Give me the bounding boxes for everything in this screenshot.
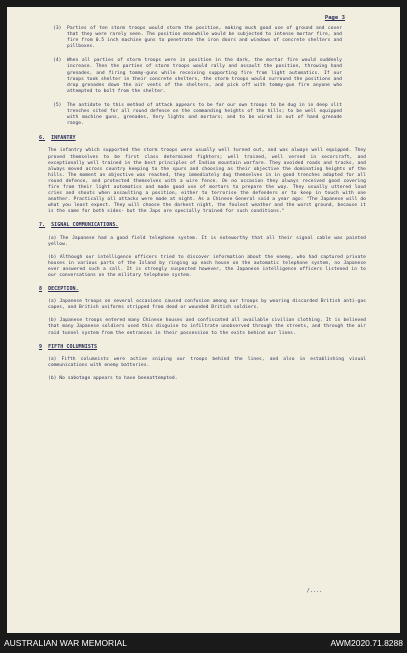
subitem-4	[21, 58, 386, 95]
section-title: INFANTRY	[51, 135, 76, 142]
document-page	[7, 7, 400, 633]
section-9-heading	[39, 344, 386, 350]
item-text: Japanese troops entered many Chinese houses and confiscated all available civilian clothing. It is believed that many Japanese soldiers used this disguise to infiltrate unobserved through the streets, and through the air raid tunnel system from the entrances in their possession to the exits behind our lines.	[48, 318, 366, 336]
section-number: 6.	[39, 135, 46, 142]
archive-footer	[0, 633, 407, 653]
section-title: FIFTH COLUMNISTS	[48, 343, 98, 350]
subitem-text: The antidote to this method of attack appears to be for our own troops to be dug in in deep slit trenches sited for all round defence on the commanding heights of the hills; to be well equipped with machine guns, grenades, Very lights and mortars; and to be wired in out of hand grenade range.	[67, 102, 342, 127]
item-label: (b)	[48, 375, 57, 381]
item-label: (b)	[48, 254, 57, 260]
item-text: Japanese troops on several occasions caused confusion among our troops by wearing discarded British anti-gas capes, and British uniforms stripped from dead or wounded British soldiers.	[48, 299, 366, 311]
item-text: The Japanese had a good field telephone system. It is noteworthy that all their signal cable was painted yellow.	[48, 235, 366, 247]
item-label: (a)	[48, 356, 57, 362]
fifth-column-item-a	[48, 357, 366, 369]
section-title: SIGNAL COMMUNICATIONS.	[51, 222, 119, 229]
signal-item-b	[48, 255, 366, 279]
section-8-heading	[39, 286, 386, 292]
deception-item-a	[48, 299, 366, 311]
subitem-label: (5)	[53, 102, 62, 108]
signal-item-a	[48, 236, 366, 248]
subitem-label: (3)	[53, 26, 62, 31]
page-number: Page 3	[324, 15, 345, 21]
item-label: (b)	[48, 318, 57, 324]
item-label: (a)	[48, 235, 57, 241]
infantry-paragraph: The infantry which supported the storm troops were usually well turned out, and was always well equipped. They proved themselves to be first class determined fighters; well trained, well versed in secnrcraft, and exceptionally well trained in the best principles of Indian mountain warfare. They avoided roads and tracks, and always moved across country keeping to the spurs and choosing as their objective the dominating heights of the hills. The moment an objective was reached, they immediately dug themselves in in good trenches adapted for all round defence, and protected themselves with a wire fence. On no occasion they always received good covering fire from their light automatics and made good use of mortars to prepare the way. They usually uttered loud cries and shouts when assaulting a position, either to terrorise the defenders or to keep in touch with one another. Practically all attacks were made at night. As a Chinese General said a year ago: "The Japanese will do what you least expect. They will choose the darkest night, the foulest weather and the worst ground, because it is the same for both sides- but the Japs are specially trained for such conditions."	[48, 148, 366, 215]
section-7-body	[21, 236, 386, 280]
section-number: 8	[39, 286, 43, 293]
section-8-body	[21, 299, 386, 336]
subitem-3	[21, 26, 386, 50]
section-7-heading	[39, 222, 386, 228]
subitem-text: Parties of ten storm troops would storm the position, making much good use of ground and cover that they were rarely seen. The position meanwhile would be subjected to intense mortar fire, and fire from 0.5 inch machine guns to penetrate the iron doors and windows of concrete shelters and pillboxes.	[67, 26, 342, 50]
deception-item-b	[48, 318, 366, 336]
section-9-body	[21, 357, 386, 382]
archive-reference: AWM2020.71.8288	[330, 638, 403, 648]
section-6-heading	[39, 135, 386, 141]
subitem-text: When all parties of storm troops were in position in the dark, the mortar fire would suddenly increase. Then the parties of storm troops would rally and assault the position, throwing hand grenades, and firing tommy-guns while receiving supporting fire from light automatics. If our troops took shelter in their concrete shelters, the storm troops would surround the positions and drop grenades down the air vents of the shelters, and pick off with tommy-gun fire anyone who attempted to bolt from the shelter.	[67, 58, 342, 94]
item-label: (a)	[48, 299, 57, 305]
section-number: 7.	[39, 222, 46, 229]
section-title: DECEPTION.	[48, 286, 79, 293]
item-text: Fifth columnists were active sniping our troops behind the lines, and also in establishing visual communications with enemy batteries.	[48, 356, 366, 368]
section-number: 9	[39, 343, 43, 350]
subitem-label: (4)	[53, 58, 62, 64]
section-6-body	[21, 148, 386, 215]
item-text: No sabotage appears to have beenattempted.	[59, 375, 178, 381]
item-text: Although our intelligence officers tried to discover information about the enemy, who had captured private houses in various parts of the Island by ringing up each house on the automatic telephone system, no Japanese ever answered such a call. It is strongly suspected however, the Japanese intelligence officers listened in to our conversations on the military telephone system.	[48, 254, 366, 278]
continuation-mark: /....	[306, 588, 322, 594]
archive-name: AUSTRALIAN WAR MEMORIAL	[4, 638, 127, 648]
fifth-column-item-b	[48, 376, 366, 382]
storm-troop-subitems	[21, 26, 386, 127]
subitem-5	[21, 103, 386, 127]
